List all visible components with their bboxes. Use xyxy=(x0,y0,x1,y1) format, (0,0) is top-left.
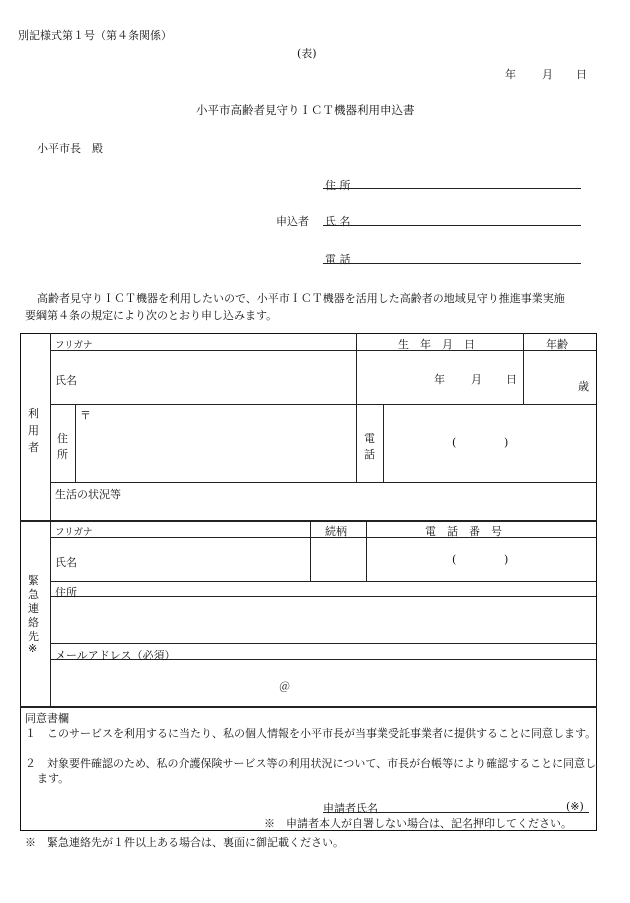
applicant-name-label: 氏 名 xyxy=(325,215,351,228)
emergency-email-at: ＠ xyxy=(279,680,290,693)
emergency-email-label: メールアドレス（必須） xyxy=(55,649,176,662)
emergency-side-label-1: 緊 xyxy=(28,574,39,587)
form-label: 別記様式第１号（第４条関係） xyxy=(18,29,172,42)
consent-item-2: ２ 対象要件確認のため、私の介護保険サービス等の利用状況について、市長が台帳等により確認することに同意します。 xyxy=(25,757,597,785)
emergency-relation-header: 続柄 xyxy=(325,525,347,538)
consent-title: 同意書欄 xyxy=(25,712,69,725)
user-furigana-label: フリガナ xyxy=(55,340,93,351)
applicant-name-line[interactable] xyxy=(323,225,581,226)
user-birth-day: 日 xyxy=(506,373,517,386)
user-side-label-2: 用 xyxy=(28,424,39,437)
emergency-phone-paren-close: ) xyxy=(504,553,509,566)
user-birth-year: 年 xyxy=(434,373,445,386)
user-phone-paren-close: ) xyxy=(504,436,509,449)
applicant-phone-line[interactable] xyxy=(323,263,581,264)
intro-line-2: 要綱第４条の規定により次のとおり申し込みます。 xyxy=(25,309,278,322)
emergency-address-label: 住所 xyxy=(55,586,77,599)
intro-line-1: 高齢者見守りＩＣＴ機器を利用したいので、小平市ＩＣＴ機器を活用した高齢者の地域見守り推進事業実施 xyxy=(37,292,565,305)
signer-mark: (※) xyxy=(566,800,584,813)
emergency-side-label-6: ※ xyxy=(28,642,38,655)
emergency-side-label-2: 急 xyxy=(28,588,39,601)
page-title: 小平市高齢者見守りＩＣＴ機器利用申込書 xyxy=(196,103,415,117)
applicant-address-label: 住 所 xyxy=(325,179,351,192)
user-name-label: 氏名 xyxy=(55,374,77,387)
user-address-label-2: 所 xyxy=(57,448,68,461)
user-phone-label-2: 話 xyxy=(364,448,375,461)
user-living-label: 生活の状況等 xyxy=(55,488,121,501)
addressee: 小平市長 殿 xyxy=(37,142,103,155)
date-month: 月 xyxy=(542,68,553,81)
user-phone-paren-open: ( xyxy=(452,436,457,449)
date-day: 日 xyxy=(576,68,587,81)
emergency-furigana-label: フリガナ xyxy=(55,527,93,538)
user-age-unit: 歳 xyxy=(578,380,589,393)
signer-note: ※ 申請者本人が自署しない場合は、記名押印してください。 xyxy=(264,817,572,830)
signer-name-label: 申請者氏名 xyxy=(323,802,378,815)
user-side-label-1: 利 xyxy=(28,407,39,420)
applicant-address-line[interactable] xyxy=(323,188,581,189)
applicant-label: 申込者 xyxy=(276,215,309,228)
emergency-side-label-5: 先 xyxy=(28,630,39,643)
emergency-side-label-4: 絡 xyxy=(28,616,39,629)
date-year: 年 xyxy=(505,68,516,81)
side-label: (表) xyxy=(297,47,317,60)
user-birth-header: 生 年 月 日 xyxy=(398,338,475,351)
user-phone-label-1: 電 xyxy=(364,432,375,445)
emergency-side-label-3: 連 xyxy=(28,602,39,615)
user-birth-month: 月 xyxy=(471,373,482,386)
user-age-header: 年齢 xyxy=(546,338,568,351)
signer-name-line[interactable] xyxy=(323,812,589,813)
consent-item-1: １ このサービスを利用するに当たり、私の個人情報を小平市長が当事業受託事業者に提供することに同意します。 xyxy=(25,727,597,740)
user-side-label-3: 者 xyxy=(28,441,39,454)
emergency-name-label: 氏名 xyxy=(55,556,77,569)
footer-note: ※ 緊急連絡先が１件以上ある場合は、裏面に御記載ください。 xyxy=(25,836,344,849)
user-postal-mark: 〒 xyxy=(80,409,91,422)
emergency-phone-paren-open: ( xyxy=(452,553,457,566)
applicant-phone-label: 電 話 xyxy=(325,253,351,266)
user-address-label-1: 住 xyxy=(57,432,68,445)
emergency-phone-header: 電 話 番 号 xyxy=(425,525,502,538)
